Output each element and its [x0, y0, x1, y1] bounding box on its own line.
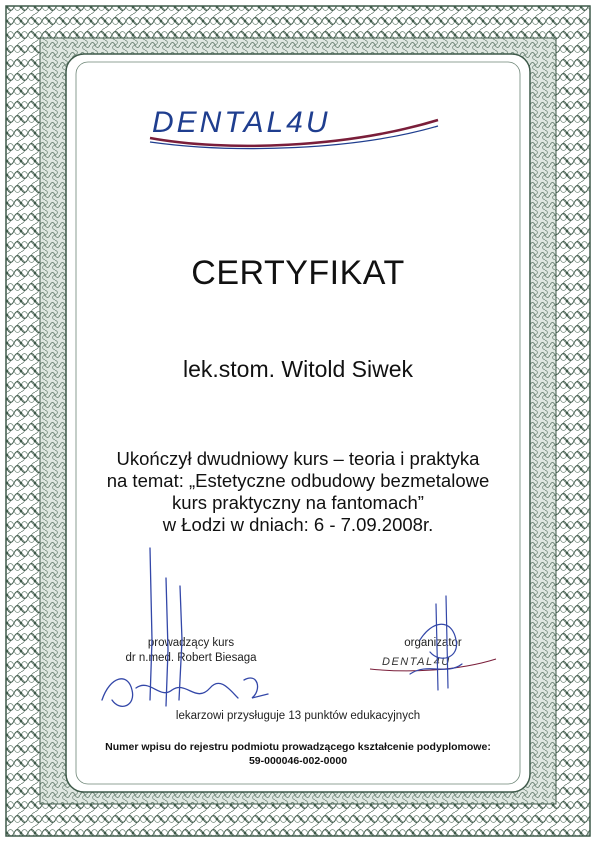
organizer-logo [368, 651, 498, 673]
course-description [86, 448, 510, 536]
registry-number [86, 740, 510, 768]
education-points: lekarzowi przysługuje 13 punktów edukacyjnych [175, 710, 421, 722]
body-line: Ukończył dwudniowy kurs – teoria i praktyka [116, 448, 480, 469]
body-line: kurs praktyczny na fantomach” [172, 492, 424, 513]
registry-label: Numer wpisu do rejestru podmiotu prowadzącego kształcenie podyplomowe: [105, 741, 491, 753]
organizer-label: organizator [404, 637, 462, 649]
certificate-title: CERTYFIKAT [191, 254, 405, 292]
body-line: na temat: „Estetyczne odbudowy bezmetalowe [106, 470, 490, 491]
dental4u-logo [146, 98, 446, 150]
organizer-block [368, 636, 498, 678]
organizer-logo-text: DENTAL4U [382, 656, 451, 668]
logo-text: DENTAL4U [152, 106, 331, 139]
instructor-label: prowadzący kurs [147, 637, 235, 649]
body-line: w Łodzi w dniach: 6 - 7.09.2008r. [162, 514, 434, 535]
instructor-block [86, 636, 296, 666]
certificate-body [86, 70, 510, 776]
registry-value: 59-000046-002-0000 [248, 755, 348, 767]
instructor-name: dr n.med. Robert Biesaga [125, 652, 257, 664]
recipient-name: lek.stom. Witold Siwek [182, 356, 414, 382]
